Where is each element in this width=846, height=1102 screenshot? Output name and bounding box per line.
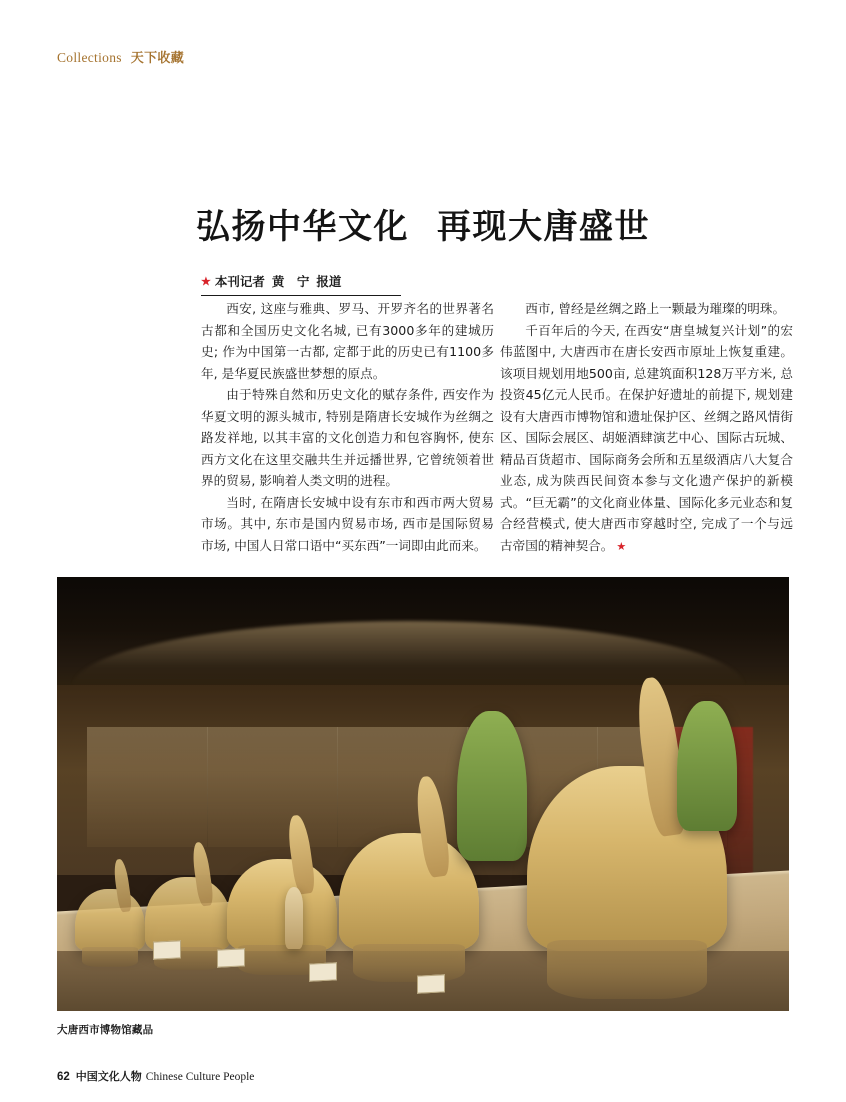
byline (201, 272, 401, 296)
byline-reporter: 黄 宁 (271, 275, 310, 289)
page-footer (57, 1068, 254, 1084)
article-photo (57, 577, 789, 1011)
photo-ceiling (57, 577, 789, 695)
exhibit-label (153, 940, 181, 959)
byline-source: 本刊记者 (214, 275, 265, 289)
exhibit-label (217, 948, 245, 967)
paragraph: 当时, 在隋唐长安城中设有东市和西市两大贸易市场。其中, 东市是国内贸易市场, 西市是国际贸易市场, 中国人日常口语中“买东西”一词即由此而来。 (201, 494, 494, 553)
paragraph: 西市, 曾经是丝绸之路上一颗最为璀璨的明珠。 (525, 301, 786, 316)
headline-part-1: 弘扬中华文化 (196, 206, 409, 247)
page-number: 62 (57, 1071, 70, 1083)
camel-figurine (145, 877, 231, 951)
headline-part-2: 再现大唐盛世 (437, 206, 650, 247)
running-head-chinese: 天下收藏 (130, 50, 184, 65)
photo-wall-panel (207, 727, 338, 847)
page-title (0, 199, 846, 248)
paragraph: 西安, 这座与雅典、罗马、开罗齐名的世界著名古都和全国历史文化名城, 已有3000多年的建城历史; 作为中国第一古都, 定都于此的历史已有1100多年, 是华夏民族盛世梦想的原点。 (201, 301, 494, 381)
photo-caption: 大唐西市博物馆藏品 (57, 1024, 154, 1036)
photo-wall-panel (87, 727, 208, 847)
photo-wall-panel (337, 727, 468, 847)
camel-figurine (227, 859, 337, 951)
publication-name-cn: 中国文化人物 (75, 1071, 142, 1083)
star-icon: ★ (201, 276, 211, 288)
green-glazed-camel (457, 711, 527, 861)
paragraph (500, 320, 793, 558)
attendant-figurine (285, 887, 303, 949)
byline-action: 报道 (316, 275, 342, 289)
green-glazed-camel (677, 701, 737, 831)
exhibit-label (417, 974, 445, 993)
body-column-left (201, 298, 494, 556)
running-head-english: Collections (57, 50, 122, 65)
paragraph: 由于特殊自然和历史文化的赋存条件, 西安作为华夏文明的源头城市, 特别是隋唐长安城作为丝绸之路发祥地, 以其丰富的文化创造力和包容胸怀, 使东西方文化在这里交融共生并远播世界, 它曾统领着世界的贸易, 影响着人类文明的进程。 (201, 387, 494, 488)
end-star-icon: ★ (616, 539, 627, 553)
exhibit-label (309, 962, 337, 981)
paragraph-text: 千百年后的今天, 在西安“唐皇城复兴计划”的宏伟蓝图中, 大唐西市在唐长安西市原址上恢复重建。该项目规划用地500亩, 总建筑面积128万平方米, 总投资45亿元人民币。在保护好遗址的前提下, 规划建设有大唐西市博物馆和遗址保护区、丝绸之路风情街区、国际会展区、胡姬酒肆演艺中心、国际古玩城、精品百货超市、国际商务会所和五星级酒店八大复合业态, 成为陕西民间资本参与文化遗产保护的新模式。“巨无霸”的文化商业体量、国际化多元业态和复合经营模式, 使大唐西市穿越时空, 完成了一个与远古帝国的精神契合。 (500, 322, 793, 553)
running-head (57, 47, 184, 66)
body-column-right (500, 298, 793, 557)
publication-name-en: Chinese Culture People (145, 1071, 255, 1083)
camel-figurine (75, 889, 145, 951)
camel-figurine (339, 833, 479, 951)
photo-image (57, 577, 789, 1011)
